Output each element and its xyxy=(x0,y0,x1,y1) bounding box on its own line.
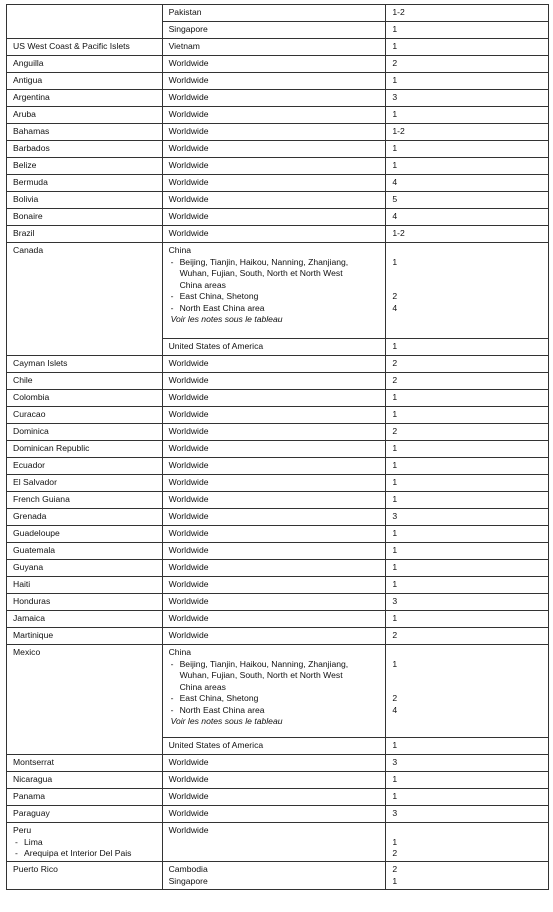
table-row xyxy=(7,39,549,56)
origin-cell: Chile xyxy=(7,373,163,390)
destination-cell: Worldwide xyxy=(162,175,386,192)
origin-cell: Jamaica xyxy=(7,611,163,628)
rate-cell: 3 xyxy=(386,806,549,823)
destination-cell: Worldwide xyxy=(162,56,386,73)
note: Voir les notes sous le tableau xyxy=(170,314,283,324)
destination-cell xyxy=(162,243,386,339)
destination-cell: Worldwide xyxy=(162,772,386,789)
destination-cell: Worldwide xyxy=(162,577,386,594)
destination-cell: Worldwide xyxy=(162,158,386,175)
rate-cell: 1 xyxy=(386,738,549,755)
table-row xyxy=(7,73,549,90)
rate-cell: 1 xyxy=(386,390,549,407)
destination-cell: Worldwide xyxy=(162,755,386,772)
rate-cell: 1 xyxy=(386,475,549,492)
origin-cell: Aruba xyxy=(7,107,163,124)
destination-cell: Worldwide xyxy=(162,424,386,441)
rate-cell: 1 xyxy=(386,458,549,475)
table-row xyxy=(7,475,549,492)
destination-line: Singapore xyxy=(168,875,208,886)
origin-cell: Paraguay xyxy=(7,806,163,823)
rate-value: 2 xyxy=(392,693,398,703)
rate-cell: 1 xyxy=(386,772,549,789)
destination-cell: Worldwide xyxy=(162,789,386,806)
rate-cell: 4 xyxy=(386,175,549,192)
destination-cell: Worldwide xyxy=(162,823,386,862)
rate-cell: 3 xyxy=(386,594,549,611)
origin-cell xyxy=(7,5,163,39)
origin-cell: Ecuador xyxy=(7,458,163,475)
table-row xyxy=(7,458,549,475)
rate-value: 2 xyxy=(392,848,398,858)
rate-cell: 3 xyxy=(386,755,549,772)
origin-line: Peru xyxy=(13,825,32,835)
origin-cell: Bahamas xyxy=(7,124,163,141)
table-row xyxy=(7,424,549,441)
destination-cell: Worldwide xyxy=(162,526,386,543)
table-row xyxy=(7,192,549,209)
origin-cell: Cayman Islets xyxy=(7,356,163,373)
rate-value: 4 xyxy=(392,704,398,715)
destination-cell: United States of America xyxy=(162,738,386,755)
rate-cell: 1 xyxy=(386,492,549,509)
table-row xyxy=(7,124,549,141)
destination-cell: Worldwide xyxy=(162,90,386,107)
sub-region: - East China, Shetong xyxy=(170,693,259,703)
destination-cell: Worldwide xyxy=(162,492,386,509)
rate-cell: 2 xyxy=(386,424,549,441)
table-row xyxy=(7,158,549,175)
origin-cell: Grenada xyxy=(7,509,163,526)
table-row xyxy=(7,107,549,124)
rates-table xyxy=(6,4,549,890)
destination-cell: Worldwide xyxy=(162,509,386,526)
destination-cell: Worldwide xyxy=(162,141,386,158)
table-row xyxy=(7,373,549,390)
origin-cell: Montserrat xyxy=(7,755,163,772)
sub-region: - North East China area xyxy=(170,302,265,313)
origin-cell: Curacao xyxy=(7,407,163,424)
sub-region: - East China, Shetong xyxy=(170,291,259,301)
rate-cell: 1 xyxy=(386,543,549,560)
rate-cell: 1 xyxy=(386,441,549,458)
rate-value: 1 xyxy=(392,658,398,669)
table-row xyxy=(7,441,549,458)
origin-cell: Honduras xyxy=(7,594,163,611)
rate-cell: 1 xyxy=(386,107,549,124)
table-row xyxy=(7,628,549,645)
rate-cell: 1 xyxy=(386,611,549,628)
origin-cell: Antigua xyxy=(7,73,163,90)
sub-region: - Arequipa et Interior Del Pais xyxy=(15,848,132,858)
rate-cell: 1 xyxy=(386,141,549,158)
rate-cell: 1 xyxy=(386,22,549,39)
rate-cell xyxy=(386,823,549,862)
table-row xyxy=(7,56,549,73)
table-row xyxy=(7,772,549,789)
table-row xyxy=(7,390,549,407)
origin-cell: US West Coast & Pacific Islets xyxy=(7,39,163,56)
rate-cell: 1 xyxy=(386,526,549,543)
table-row xyxy=(7,755,549,772)
destination-cell: Worldwide xyxy=(162,373,386,390)
origin-cell: Canada xyxy=(7,243,163,356)
table-row xyxy=(7,806,549,823)
origin-cell: Dominica xyxy=(7,424,163,441)
rate-cell: 1 xyxy=(386,577,549,594)
destination-cell: Worldwide xyxy=(162,73,386,90)
origin-cell: Dominican Republic xyxy=(7,441,163,458)
table-row xyxy=(7,645,549,738)
rate-value: 2 xyxy=(392,291,398,301)
rate-cell: 1-2 xyxy=(386,226,549,243)
rate-value: 4 xyxy=(392,302,398,313)
sub-region-cont: Wuhan, Fujian, South, North et North West xyxy=(179,268,343,278)
destination-cell: Worldwide xyxy=(162,407,386,424)
rate-cell: 1-2 xyxy=(386,5,549,22)
table-row xyxy=(7,175,549,192)
rate-cell: 1 xyxy=(386,560,549,577)
origin-cell: Anguilla xyxy=(7,56,163,73)
rate-cell: 1 xyxy=(386,339,549,356)
destination-cell: Worldwide xyxy=(162,124,386,141)
origin-cell: El Salvador xyxy=(7,475,163,492)
destination-cell: Worldwide xyxy=(162,209,386,226)
sub-region: - Beijing, Tianjin, Haikou, Nanning, Zhanjiang, xyxy=(170,658,349,669)
destination-cell: Worldwide xyxy=(162,226,386,243)
rate-cell xyxy=(386,645,549,738)
table-row xyxy=(7,560,549,577)
rate-cell: 2 xyxy=(386,356,549,373)
rate-cell: 4 xyxy=(386,209,549,226)
origin-cell: Guadeloupe xyxy=(7,526,163,543)
table-row xyxy=(7,823,549,862)
table-row xyxy=(7,611,549,628)
rate-cell: 3 xyxy=(386,90,549,107)
destination-line: China xyxy=(168,647,192,657)
origin-cell: Nicaragua xyxy=(7,772,163,789)
note: Voir les notes sous le tableau xyxy=(170,716,283,726)
rate-cell: 1 xyxy=(386,39,549,56)
destination-cell: Vietnam xyxy=(162,39,386,56)
table-row xyxy=(7,5,549,22)
destination-cell: Worldwide xyxy=(162,390,386,407)
sub-region: - Beijing, Tianjin, Haikou, Nanning, Zhanjiang, xyxy=(170,256,349,267)
rate-cell: 1 xyxy=(386,789,549,806)
origin-cell: Martinique xyxy=(7,628,163,645)
table-row xyxy=(7,526,549,543)
table-row xyxy=(7,356,549,373)
rate-value: 1 xyxy=(392,875,398,886)
table-row xyxy=(7,243,549,339)
destination-cell: Singapore xyxy=(162,22,386,39)
table-row xyxy=(7,789,549,806)
destination-cell: Worldwide xyxy=(162,806,386,823)
origin-cell: French Guiana xyxy=(7,492,163,509)
origin-cell: Argentina xyxy=(7,90,163,107)
rate-cell xyxy=(386,243,549,339)
destination-cell: Worldwide xyxy=(162,628,386,645)
rate-value: 1 xyxy=(392,836,398,847)
rate-cell: 2 xyxy=(386,373,549,390)
rate-cell: 3 xyxy=(386,509,549,526)
rate-value: 1 xyxy=(392,256,398,267)
destination-cell xyxy=(162,862,386,890)
rate-cell: 2 xyxy=(386,56,549,73)
table-row xyxy=(7,543,549,560)
origin-cell: Bonaire xyxy=(7,209,163,226)
table-row xyxy=(7,862,549,890)
destination-cell: Worldwide xyxy=(162,594,386,611)
origin-cell: Bermuda xyxy=(7,175,163,192)
origin-cell: Guatemala xyxy=(7,543,163,560)
sub-region-cont: Wuhan, Fujian, South, North et North West xyxy=(179,670,343,680)
origin-cell: Colombia xyxy=(7,390,163,407)
origin-cell: Belize xyxy=(7,158,163,175)
rate-cell: 1 xyxy=(386,73,549,90)
origin-cell xyxy=(7,823,163,862)
origin-cell: Brazil xyxy=(7,226,163,243)
origin-cell: Bolivia xyxy=(7,192,163,209)
rate-cell: 2 xyxy=(386,628,549,645)
table-row xyxy=(7,407,549,424)
destination-cell: Worldwide xyxy=(162,611,386,628)
destination-cell: Worldwide xyxy=(162,458,386,475)
sub-region: - North East China area xyxy=(170,704,265,715)
destination-cell xyxy=(162,645,386,738)
table-row xyxy=(7,141,549,158)
table-row xyxy=(7,90,549,107)
table-row xyxy=(7,492,549,509)
sub-region: - Lima xyxy=(15,836,43,847)
origin-cell: Mexico xyxy=(7,645,163,755)
table-row xyxy=(7,209,549,226)
rate-cell xyxy=(386,862,549,890)
rate-value: 2 xyxy=(392,864,398,874)
destination-cell: Worldwide xyxy=(162,356,386,373)
origin-cell: Guyana xyxy=(7,560,163,577)
destination-cell: Worldwide xyxy=(162,107,386,124)
origin-cell: Haiti xyxy=(7,577,163,594)
table-row xyxy=(7,594,549,611)
origin-cell: Panama xyxy=(7,789,163,806)
table-row xyxy=(7,226,549,243)
destination-cell: Worldwide xyxy=(162,560,386,577)
table-row xyxy=(7,577,549,594)
destination-cell: Worldwide xyxy=(162,192,386,209)
destination-cell: Worldwide xyxy=(162,543,386,560)
rate-cell: 1 xyxy=(386,407,549,424)
sub-region-cont: China areas xyxy=(179,681,226,692)
destination-line: Cambodia xyxy=(168,864,208,874)
origin-cell: Barbados xyxy=(7,141,163,158)
destination-cell: Worldwide xyxy=(162,441,386,458)
sub-region-cont: China areas xyxy=(179,279,226,290)
destination-cell: Worldwide xyxy=(162,475,386,492)
origin-cell: Puerto Rico xyxy=(7,862,163,890)
table-row xyxy=(7,509,549,526)
destination-cell: Pakistan xyxy=(162,5,386,22)
rate-cell: 1 xyxy=(386,158,549,175)
destination-cell: United States of America xyxy=(162,339,386,356)
destination-line: China xyxy=(168,245,192,255)
rate-cell: 5 xyxy=(386,192,549,209)
rate-cell: 1-2 xyxy=(386,124,549,141)
